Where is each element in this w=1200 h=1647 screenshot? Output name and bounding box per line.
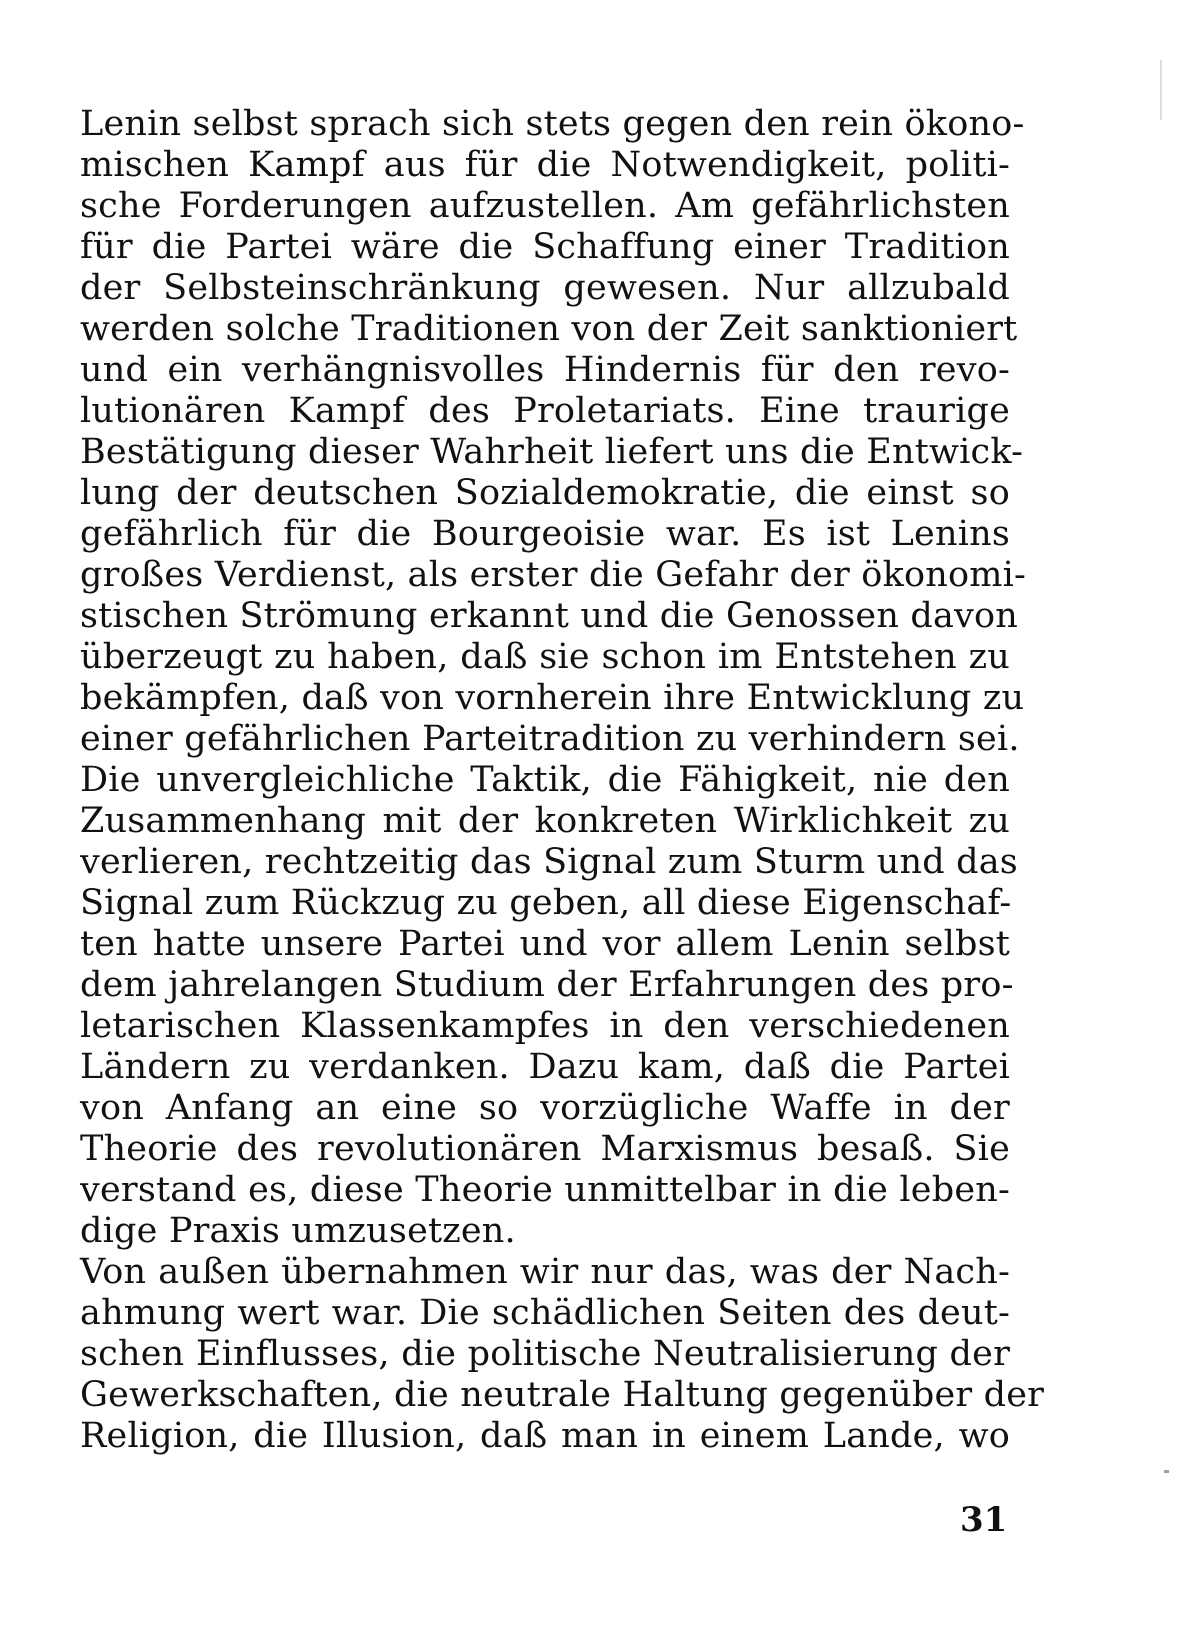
text-line: lung der deutschen Sozialdemokratie, die einst so	[80, 473, 1010, 513]
text-line: für die Partei wäre die Schaffung einer Tradition	[80, 227, 1010, 267]
text-line: Theorie des revolutionären Marxismus besaß. Sie	[80, 1129, 1010, 1169]
text-line: werden solche Traditionen von der Zeit sanktioniert	[80, 309, 1018, 349]
scan-mark	[1160, 60, 1162, 120]
text-line: mischen Kampf aus für die Notwendigkeit, politi-	[80, 145, 1010, 185]
text-line: Lenin selbst sprach sich stets gegen den rein ökono-	[80, 104, 1025, 144]
text-line: einer gefährlichen Parteitradition zu verhindern sei.	[80, 719, 1020, 759]
text-line: schen Einflusses, die politische Neutralisierung der	[80, 1334, 1010, 1374]
text-line: Zusammenhang mit der konkreten Wirklichkeit zu	[80, 801, 1010, 841]
scan-mark	[1164, 1470, 1169, 1473]
text-line: dige Praxis umzusetzen.	[80, 1211, 516, 1251]
text-line: überzeugt zu haben, daß sie schon im Entstehen zu	[80, 637, 1010, 677]
text-line: gefährlich für die Bourgeoisie war. Es ist Lenins	[80, 514, 1010, 554]
text-line: Gewerkschaften, die neutrale Haltung gegenüber der	[80, 1375, 1045, 1415]
text-line: sche Forderungen aufzustellen. Am gefährlichsten	[80, 186, 1010, 226]
body-text	[80, 104, 1045, 1457]
text-line: und ein verhängnisvolles Hindernis für den revo-	[80, 350, 1010, 390]
text-line: Die unvergleichliche Taktik, die Fähigkeit, nie den	[80, 760, 1010, 800]
text-line: stischen Strömung erkannt und die Genossen davon	[80, 596, 1019, 636]
page-number: 31	[960, 1500, 1008, 1540]
text-line: letarischen Klassenkampfes in den verschiedenen	[80, 1006, 1010, 1046]
text-line: dem jahrelangen Studium der Erfahrungen des pro-	[80, 965, 1014, 1005]
text-line: von Anfang an eine so vorzügliche Waffe in der	[80, 1088, 1010, 1128]
text-line: ahmung wert war. Die schädlichen Seiten des deut-	[80, 1293, 1010, 1333]
text-line: ten hatte unsere Partei und vor allem Lenin selbst	[80, 924, 1010, 964]
text-line: großes Verdienst, als erster die Gefahr der ökonomi-	[80, 555, 1027, 595]
text-line: Ländern zu verdanken. Dazu kam, daß die Partei	[80, 1047, 1010, 1087]
text-line: Bestätigung dieser Wahrheit liefert uns die Entwick-	[80, 432, 1024, 472]
text-line: verstand es, diese Theorie unmittelbar in die leben-	[80, 1170, 1010, 1210]
text-line: bekämpfen, daß von vornherein ihre Entwicklung zu	[80, 678, 1025, 718]
text-line: Signal zum Rückzug zu geben, all diese Eigenschaf-	[80, 883, 1012, 923]
text-line: der Selbsteinschränkung gewesen. Nur allzubald	[80, 268, 1010, 308]
text-line: Religion, die Illusion, daß man in einem Lande, wo	[80, 1416, 1010, 1456]
text-line: lutionären Kampf des Proletariats. Eine traurige	[80, 391, 1010, 431]
text-line: verlieren, rechtzeitig das Signal zum Sturm und das	[80, 842, 1018, 882]
text-line: Von außen übernahmen wir nur das, was der Nach-	[80, 1252, 1010, 1292]
